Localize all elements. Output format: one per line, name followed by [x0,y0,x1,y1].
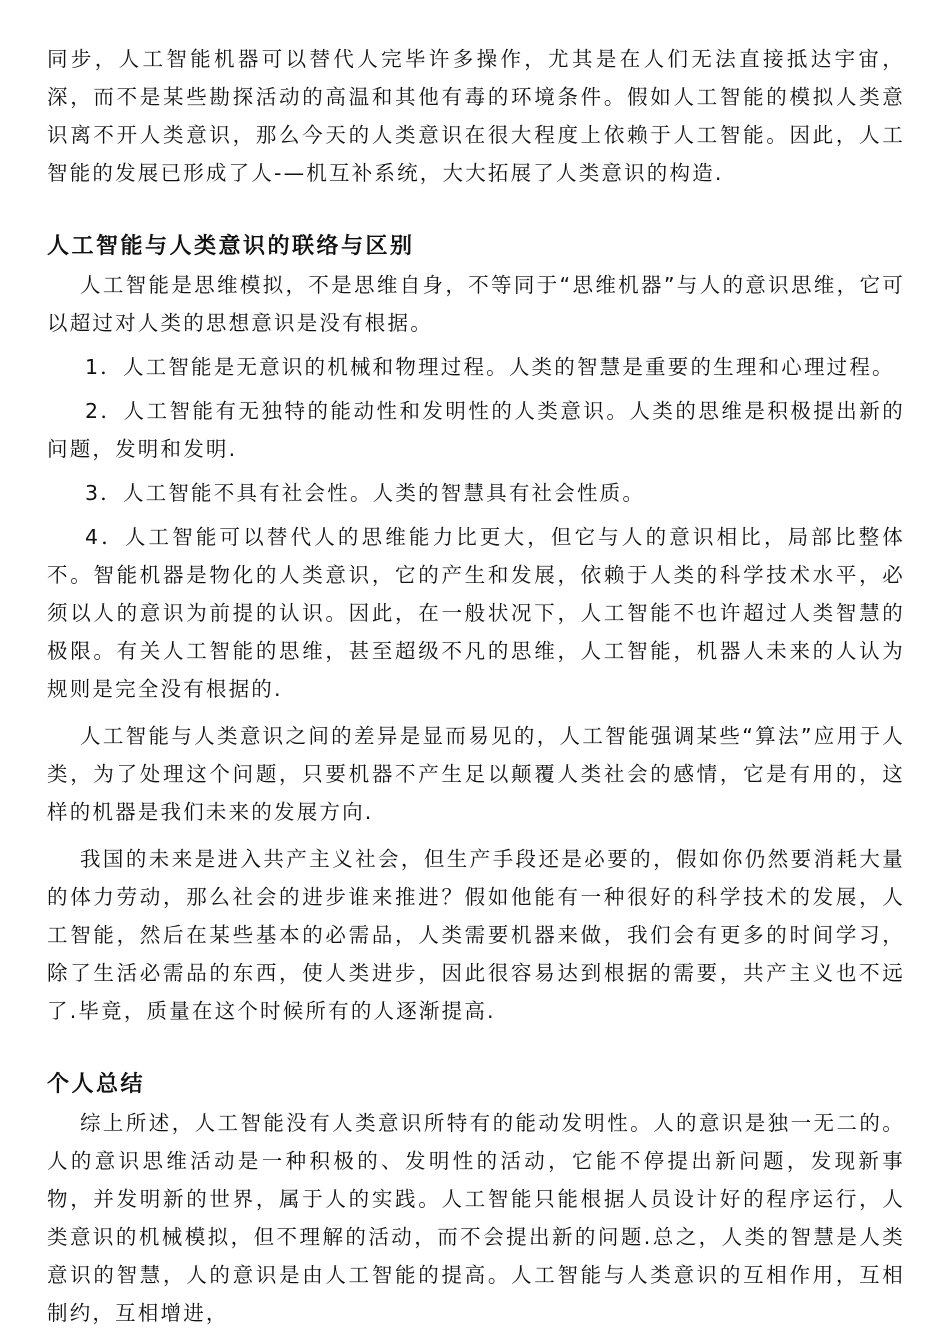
section-spacer [47,192,905,228]
document-page [47,40,905,1332]
list-item-2: 2．人工智能有无独特的能动性和发明性的人类意识。人类的思维是积极提出新的问题，发明和发明. [47,399,905,461]
section-spacer [47,1030,905,1066]
spacer [47,708,905,717]
section1-paragraph-3: 我国的未来是进入共产主义社会，但生产手段还是必要的，假如你仍然要消耗大量的体力劳动，那么社会的进步谁来推进？假如他能有一种很好的科学技术的发展，人工智能，然后在某些基本的必需品，人类需要机器来做，我们会有更多的时间学习，除了生活必需品的东西，使人类进步，因此很容易达到根据的需要，共产主义也不远了.毕竟，质量在这个时候所有的人逐渐提高. [47,847,905,1023]
section-heading-summary: 个人总结 [47,1072,146,1097]
list-item-1: 1．人工智能是无意识的机械和物理过程。人类的智慧是重要的生理和心理过程。 [85,355,895,379]
summary-paragraph: 综上所述，人工智能没有人类意识所特有的能动发明性。人的意识是独一无二的。人的意识思维活动是一种积极的、发明性的活动，它能不停提出新问题，发现新事物，并发明新的世界，属于人的实践。人工智能只能根据人员设计好的程序运行，人类意识的机械模拟，但不理解的活动，而不会提出新的问题.总之，人类的智慧是人类意识的智慧，人的意识是由人工智能的提高。人工智能与人类意识的互相作用，互相制约，互相增进， [47,1111,905,1325]
intro-paragraph: 同步，人工智能机器可以替代人完毕许多操作，尤其是在人们无法直接抵达宇宙，深，而不是某些勘探活动的高温和其他有毒的环境条件。假如人工智能的模拟人类意识离不开人类意识，那么今天的人类意识在很大程度上依赖于人工智能。因此，人工智能的发展已形成了人-—机互补系统，大大拓展了人类意识的构造. [47,47,905,185]
section1-intro-paragraph: 人工智能是思维模拟，不是思维自身，不等同于“思维机器”与人的意识思维，它可以超过对人类的思想意识是没有根据。 [47,273,905,335]
list-item-4: 4．人工智能可以替代人的思维能力比更大，但它与人的意识相比，局部比整体不。智能机器是物化的人类意识，它的产生和发展，依赖于人类的科学技术水平，必须以人的意识为前提的认识。因此，在一般状况下，人工智能不也许超过人类智慧的极限。有关人工智能的思维，甚至超级不凡的思维，人工智能，机器人未来的人认为规则是完全没有根据的. [47,525,905,701]
section-heading-ai-vs-consciousness: 人工智能与人类意识的联络与区别 [47,234,415,259]
section1-paragraph-2: 人工智能与人类意识之间的差异是显而易见的，人工智能强调某些“算法”应用于人类，为了处理这个问题，只要机器不产生足以颠覆人类社会的感情，它是有用的，这样的机器是我们未来的发展方向. [47,724,905,824]
spacer [47,831,905,840]
list-item-3: 3．人工智能不具有社会性。人类的智慧具有社会性质。 [85,481,646,505]
